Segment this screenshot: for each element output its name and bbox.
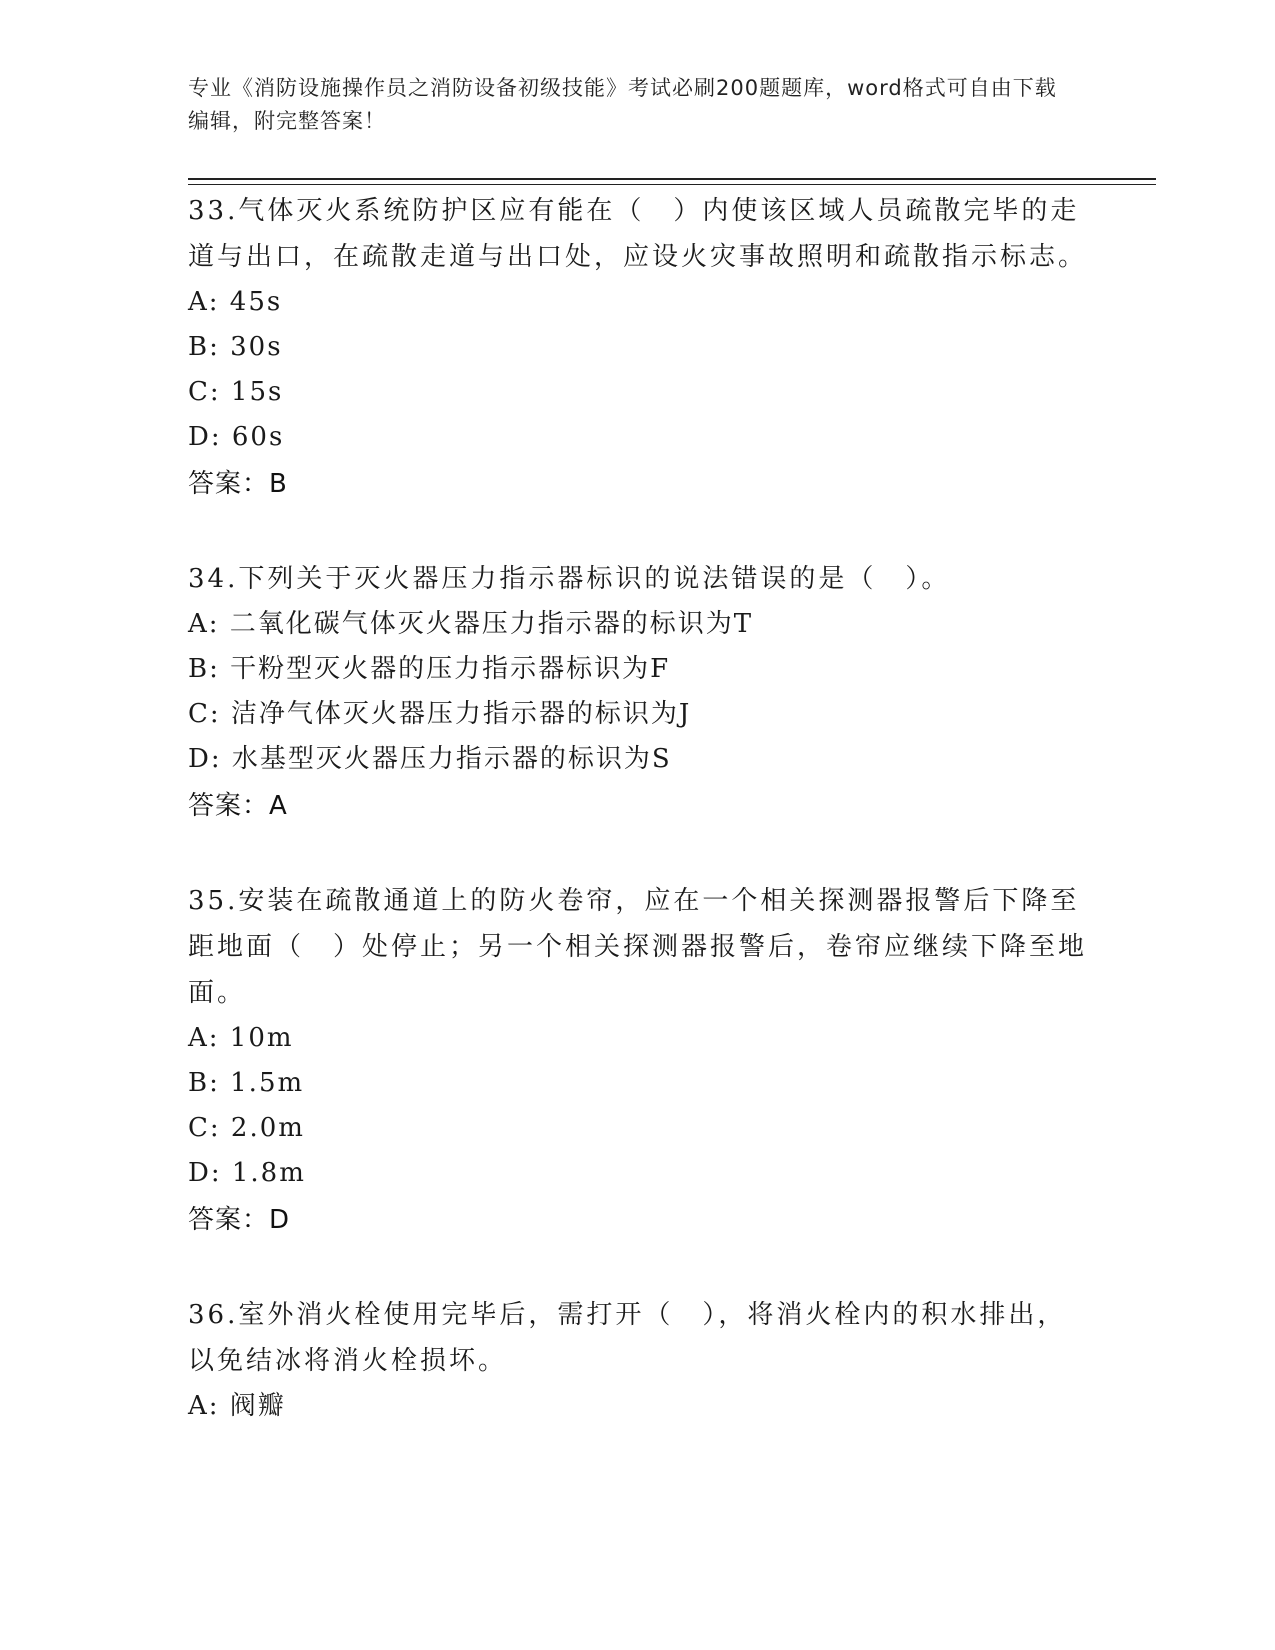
question-33: [188, 188, 1088, 508]
question-list: [188, 188, 1088, 1429]
header-divider-thick: [188, 178, 1156, 180]
option-c: C: 洁净气体灭火器压力指示器的标识为J: [188, 699, 692, 729]
question-text: 34.下列关于灭火器压力指示器标识的说法错误的是（ ）。: [188, 564, 951, 594]
header-divider-thin: [188, 184, 1156, 185]
option-a: A: 45s: [188, 287, 283, 317]
question-35: [188, 878, 1088, 1244]
option-d: D: 水基型灭火器压力指示器的标识为S: [188, 744, 672, 774]
option-c: C: 15s: [188, 377, 284, 407]
option-d: D: 60s: [188, 422, 285, 452]
option-c: C: 2.0m: [188, 1113, 305, 1143]
question-text: 35.安装在疏散通道上的防火卷帘，应在一个相关探测器报警后下降至距地面（ ）处停止；另一个相关探测器报警后，卷帘应继续下降至地面。: [188, 886, 1088, 1008]
option-a: A: 阀瓣: [188, 1391, 286, 1421]
answer: 答案：D: [188, 1205, 291, 1235]
question-36: [188, 1292, 1088, 1429]
option-b: B: 30s: [188, 332, 283, 362]
question-text: 33.气体灭火系统防护区应有能在（ ）内使该区域人员疏散完毕的走道与出口，在疏散走道与出口处，应设火灾事故照明和疏散指示标志。: [188, 196, 1088, 272]
answer: 答案：B: [188, 469, 288, 499]
question-text: 36.室外消火栓使用完毕后，需打开（ ），将消火栓内的积水排出，以免结冰将消火栓损坏。: [188, 1300, 1067, 1376]
option-b: B: 干粉型灭火器的压力指示器标识为F: [188, 654, 671, 684]
option-b: B: 1.5m: [188, 1068, 305, 1098]
answer: 答案：A: [188, 791, 288, 821]
option-d: D: 1.8m: [188, 1158, 306, 1188]
option-a: A: 二氧化碳气体灭火器压力指示器的标识为T: [188, 609, 754, 639]
option-a: A: 10m: [188, 1023, 294, 1053]
page-header: 专业《消防设施操作员之消防设备初级技能》考试必刷200题题库，word格式可自由下载编辑，附完整答案！: [188, 76, 1057, 133]
question-34: [188, 556, 1088, 830]
